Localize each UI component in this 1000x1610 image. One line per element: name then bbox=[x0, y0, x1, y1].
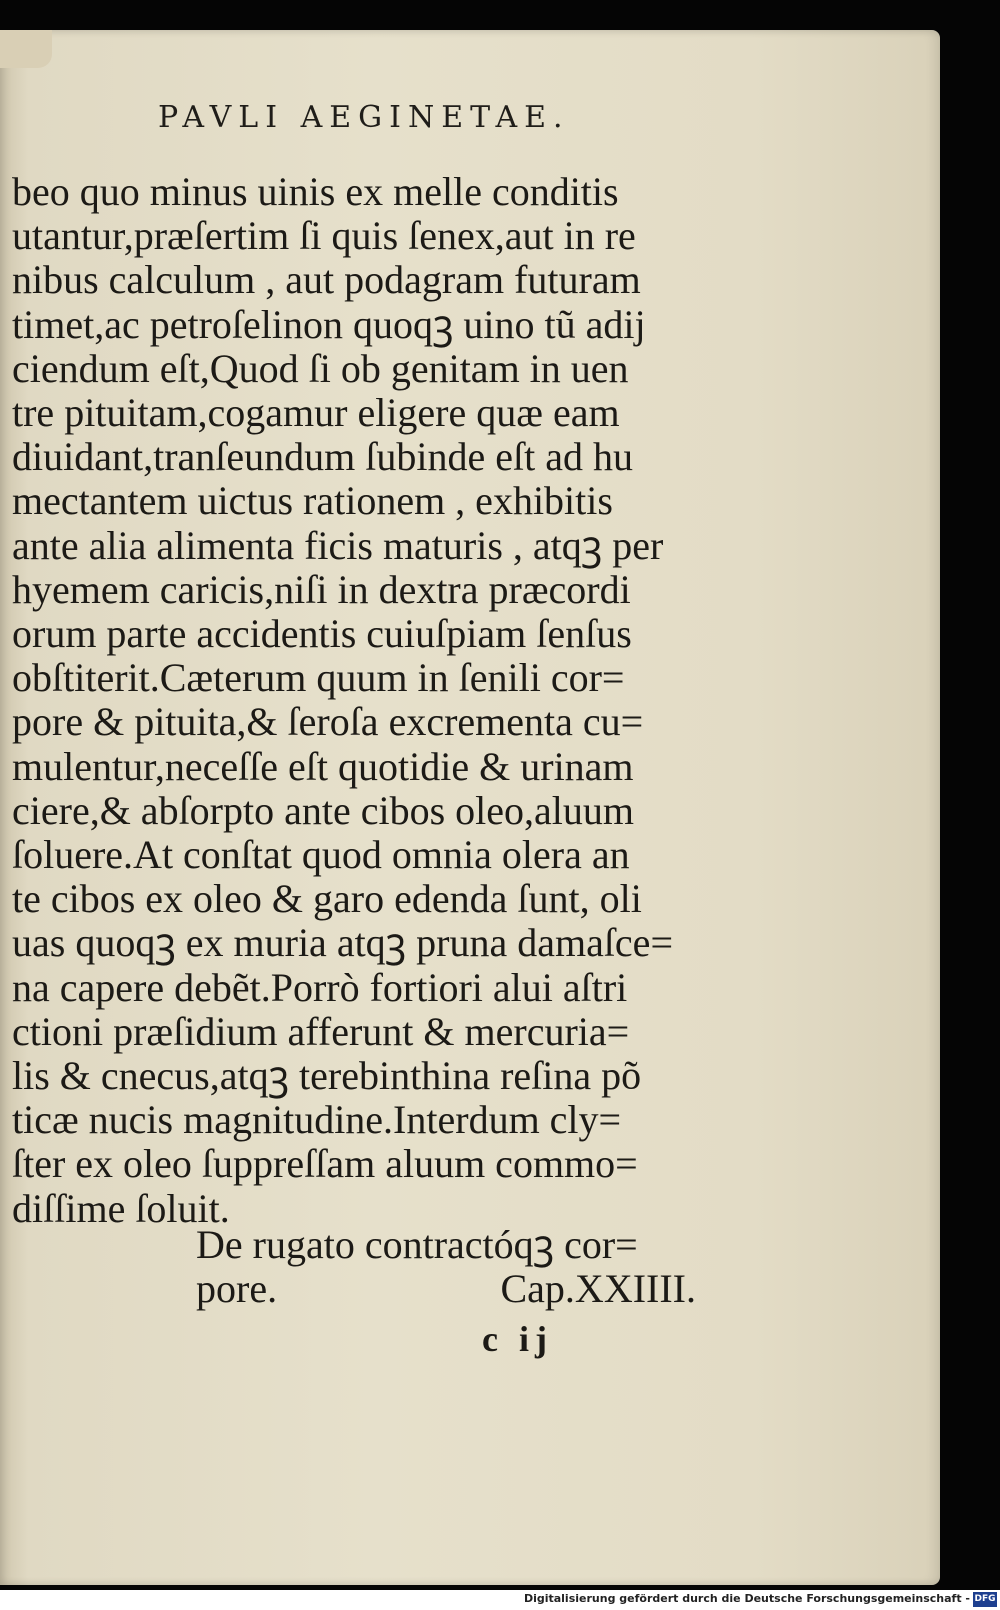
body-line: tre pituitam,cogamur eligere quæ eam bbox=[12, 390, 620, 436]
chapter-number: Cap.XXIIII. bbox=[500, 1266, 696, 1311]
body-line: ctioni præſidium afferunt & mercuria= bbox=[12, 1008, 630, 1054]
body-line: diſſime ſoluit. bbox=[12, 1185, 230, 1231]
body-line: orum parte accidentis cuiuſpiam ſenſus bbox=[12, 611, 632, 657]
body-line: ticæ nucis magnitudine.Interdum cly= bbox=[12, 1097, 622, 1143]
chapter-heading-word: pore. bbox=[196, 1266, 278, 1311]
body-line: nibus calculum , aut podagram futuram bbox=[12, 257, 641, 303]
body-line: pore & pituita,& ſeroſa excrementa cu= bbox=[12, 699, 644, 745]
chapter-heading-line-1: De rugato contractóqꝫ cor= bbox=[196, 1222, 638, 1267]
body-line: obſtiterit.Cæterum quum in ſenili cor= bbox=[12, 655, 625, 701]
body-line: beo quo minus uinis ex melle conditis bbox=[12, 169, 619, 214]
running-header: PAVLI AEGINETAE. bbox=[158, 100, 570, 135]
page-corner bbox=[0, 30, 52, 68]
body-line: ciendum eſt,Quod ſi ob genitam in uen bbox=[12, 345, 629, 391]
body-line: timet,ac petroſelinon quoqꝫ uino tũ adij bbox=[12, 301, 646, 347]
body-line: ſoluere.At conſtat quod omnia olera an bbox=[12, 832, 630, 878]
dfg-logo: DFG bbox=[973, 1592, 997, 1607]
body-line: lis & cnecus,atqꝫ terebinthina reſina põ bbox=[12, 1053, 642, 1099]
body-line: mectantem uictus rationem , exhibitis bbox=[12, 478, 613, 524]
body-line: hyemem caricis,niſi in dextra præcordi bbox=[12, 566, 631, 612]
body-line: ſter ex oleo ſuppreſſam aluum commo= bbox=[12, 1141, 638, 1187]
body-line: na capere debẽt.Porrò fortiori alui aſtri bbox=[12, 964, 628, 1010]
body-line: diuidant,tranſeundum ſubinde eſt ad hu bbox=[12, 434, 633, 480]
body-line: mulentur,neceſſe eſt quotidie & urinam bbox=[12, 743, 634, 789]
body-text bbox=[12, 170, 702, 1231]
body-line: te cibos ex oleo & garo edenda ſunt, oli bbox=[12, 876, 642, 922]
body-line: ante alia alimenta ficis maturis , atqꝫ per bbox=[12, 522, 664, 568]
body-line: uas quoqꝫ ex muria atqꝫ pruna damaſce= bbox=[12, 920, 673, 966]
chapter-heading-line-2 bbox=[196, 1267, 696, 1311]
footer-credit: Digitalisierung gefördert durch die Deutsche Forschungsgemeinschaft - bbox=[523, 1592, 970, 1605]
chapter-heading bbox=[196, 1223, 696, 1311]
signature-mark: c ij bbox=[482, 1319, 553, 1359]
body-line: utantur,præſertim ſi quis ſenex,aut in re bbox=[12, 213, 636, 259]
body-line: ciere,& abſorpto ante cibos oleo,aluum bbox=[12, 787, 635, 833]
footer-bar bbox=[0, 1590, 1000, 1610]
